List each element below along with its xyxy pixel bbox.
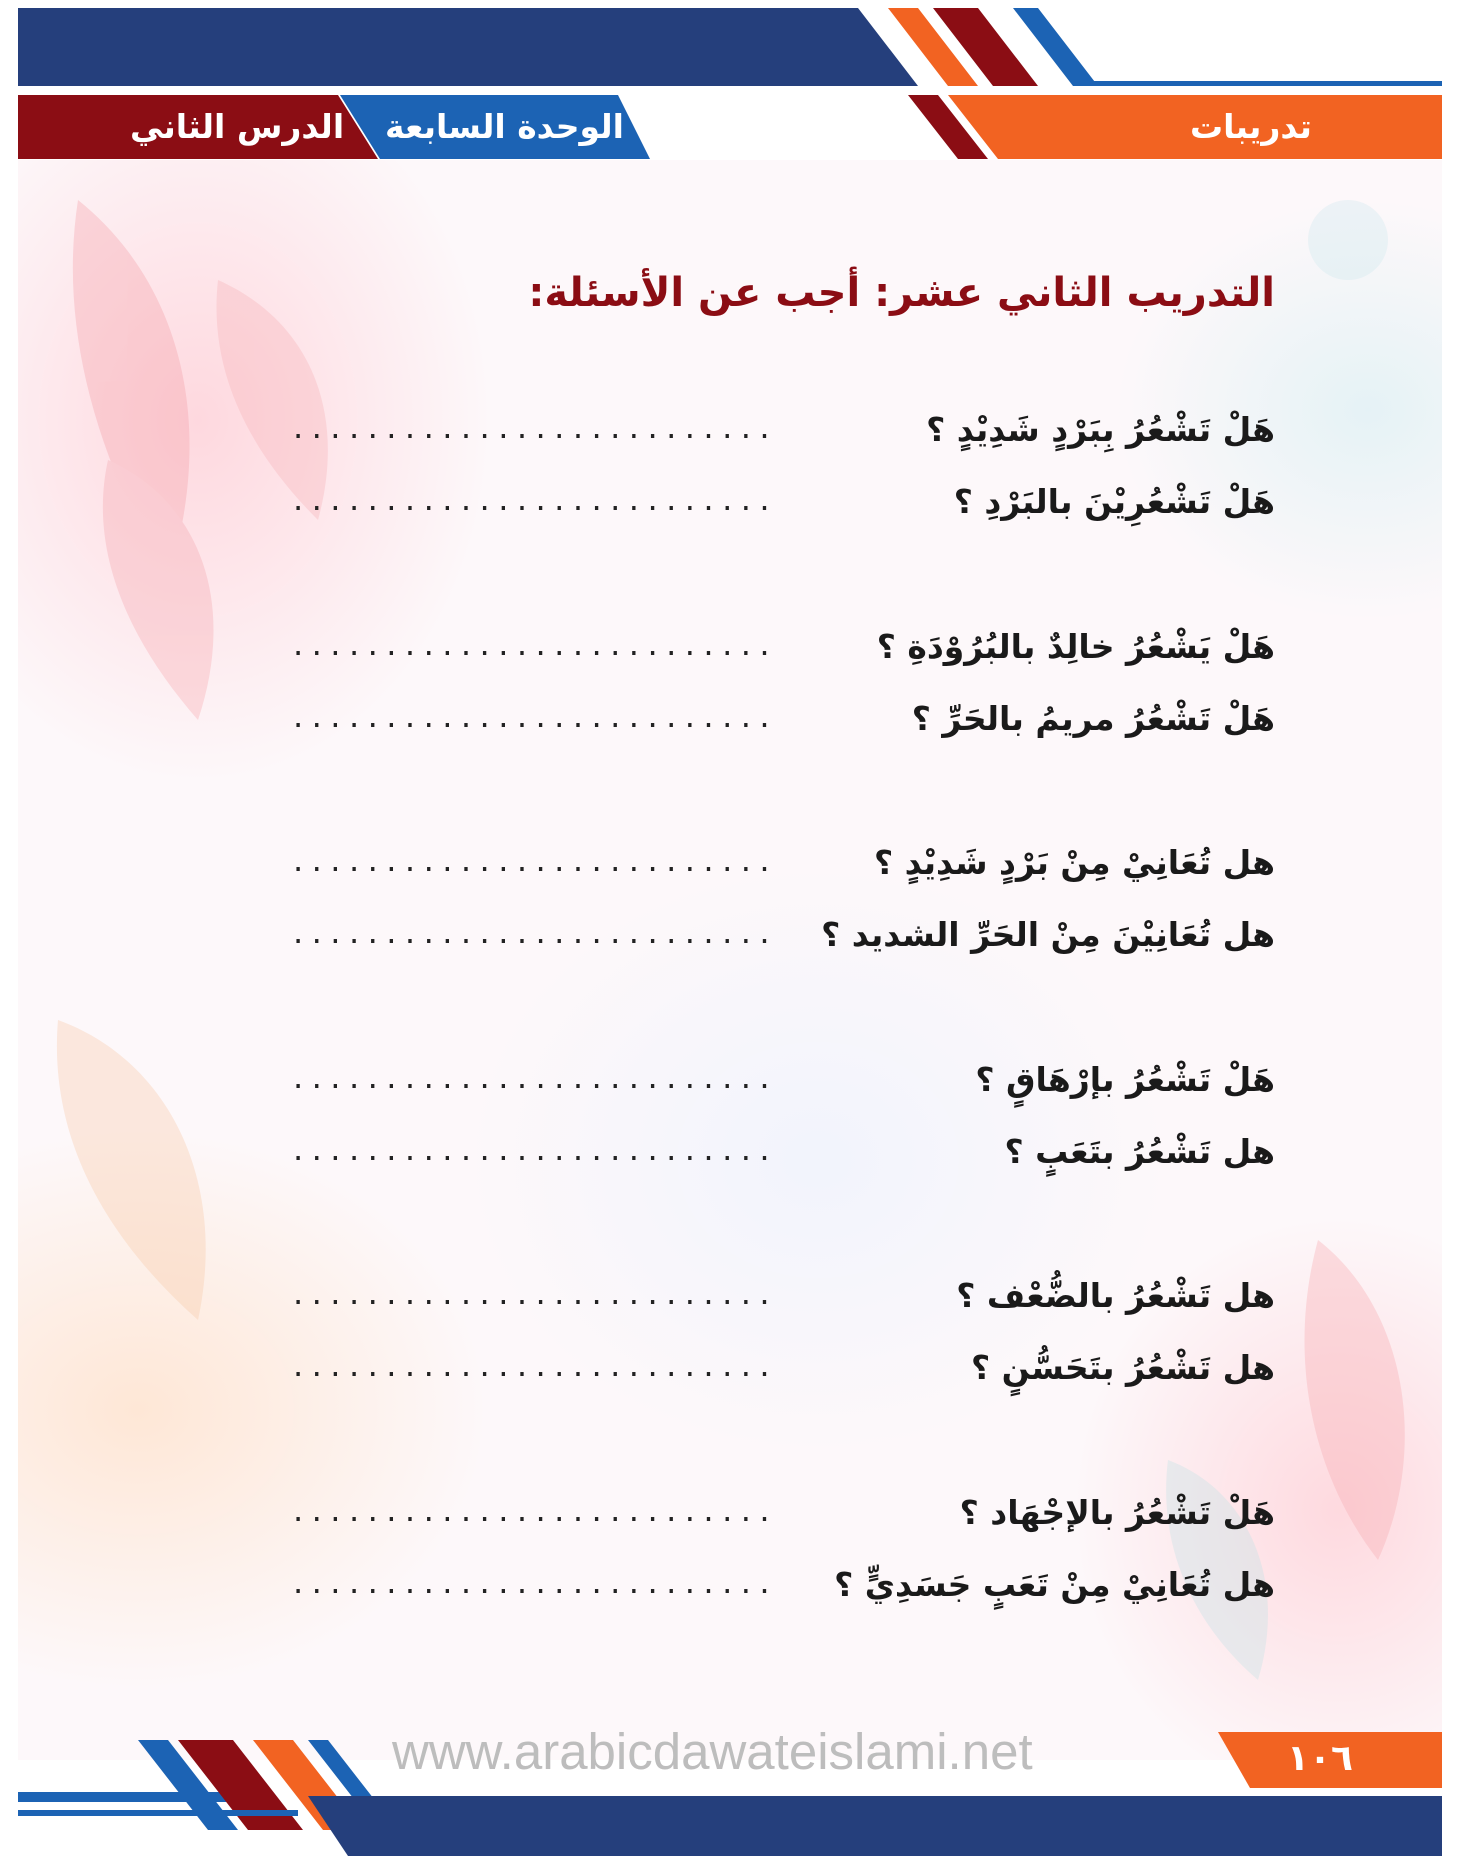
question-text: هل تَشْعُرُ بتَحَسُّنٍ ؟ xyxy=(971,1348,1275,1387)
question-row xyxy=(280,1050,1275,1110)
answer-line[interactable]: .......................... xyxy=(290,847,776,878)
question-text: هَلْ تَشْعُرُ بإرْهَاقٍ ؟ xyxy=(975,1060,1275,1099)
question-row xyxy=(280,1483,1275,1543)
question-row xyxy=(280,689,1275,749)
question-row xyxy=(280,1555,1275,1615)
question-row xyxy=(280,1122,1275,1182)
question-row xyxy=(280,472,1275,532)
answer-line[interactable]: .......................... xyxy=(290,1352,776,1383)
answer-line[interactable]: .......................... xyxy=(290,631,776,662)
website-watermark: www.arabicdawateislami.net xyxy=(392,1723,1033,1780)
question-text: هل تُعَانِيْ مِنْ تَعَبٍ جَسَدِيٍّ ؟ xyxy=(834,1565,1275,1604)
answer-line[interactable]: .......................... xyxy=(290,486,776,517)
answer-line[interactable]: .......................... xyxy=(290,414,776,445)
answer-line[interactable]: .......................... xyxy=(290,1280,776,1311)
top-banner xyxy=(18,8,1442,86)
question-text: هَلْ تَشْعُرُ مريمُ بالحَرِّ ؟ xyxy=(911,699,1275,738)
question-text: هل تَشْعُرُ بالضُّعْف ؟ xyxy=(956,1276,1275,1315)
question-row xyxy=(280,1338,1275,1398)
answer-line[interactable]: .......................... xyxy=(290,1497,776,1528)
lesson-label: الدرس الثاني xyxy=(130,107,345,146)
page-number: ١٠٦ xyxy=(1287,1738,1353,1779)
question-row xyxy=(280,1266,1275,1326)
section-label: تدريبات xyxy=(1190,107,1312,146)
question-text: هل تَشْعُرُ بتَعَبٍ ؟ xyxy=(1004,1132,1275,1171)
answer-line[interactable]: .......................... xyxy=(290,1064,776,1095)
exercise-title: التدريب الثاني عشر: أجب عن الأسئلة: xyxy=(528,270,1275,316)
question-text: هل تُعَانِيْنَ مِنْ الحَرِّ الشديد ؟ xyxy=(821,915,1275,954)
question-row xyxy=(280,905,1275,965)
question-text: هَلْ تَشْعُرُ بِبَرْدٍ شَدِيْدٍ ؟ xyxy=(926,410,1275,449)
answer-line[interactable]: .......................... xyxy=(290,1136,776,1167)
question-text: هَلْ يَشْعُرُ خالِدٌ بالبُرُوْدَةِ ؟ xyxy=(876,627,1275,666)
answer-line[interactable]: .......................... xyxy=(290,703,776,734)
question-row xyxy=(280,617,1275,677)
question-row xyxy=(280,833,1275,893)
unit-label: الوحدة السابعة xyxy=(385,107,624,146)
question-text: هل تُعَانِيْ مِنْ بَرْدٍ شَدِيْدٍ ؟ xyxy=(873,843,1275,882)
question-text: هَلْ تَشْعُرُ بالإجْهَاد ؟ xyxy=(959,1493,1275,1532)
answer-line[interactable]: .......................... xyxy=(290,919,776,950)
answer-line[interactable]: .......................... xyxy=(290,1569,776,1600)
question-text: هَلْ تَشْعُرِيْنَ بالبَرْدِ ؟ xyxy=(953,482,1275,521)
question-row xyxy=(280,400,1275,460)
